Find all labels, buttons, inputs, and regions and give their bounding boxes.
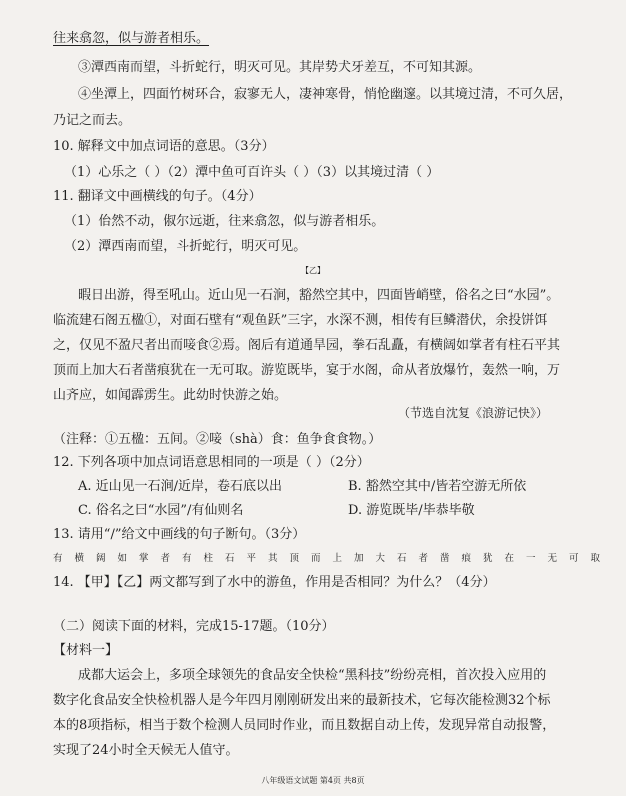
question-13-sentence: 有横阔如掌者有柱石平其顶而上加大石者凿痕犹在一无可取 xyxy=(53,553,613,564)
material-1-line: 数字化食品安全快检机器人是今年四月刚刚研发出来的最新技术，它每次能检测32个标 xyxy=(53,693,551,708)
yi-passage-line: 山齐应，如闻霹雳生。此幼时快游之始。 xyxy=(53,388,288,403)
yi-passage-title: 【乙】 xyxy=(301,266,325,275)
section-2-heading: （二）阅读下面的材料，完成15-17题。（10分） xyxy=(53,619,335,634)
yi-passage-line: 临流建石阁五楹①，对面石壁有“观鱼跃”三字，水深不测，相传有巨鳞潜伏，余投饼饵 xyxy=(53,313,548,328)
question-11-item-1: （1）佁然不动，俶尔远逝，往来翕忽，似与游者相乐。 xyxy=(64,214,385,229)
jia-passage-line: 往来翕忽，似与游者相乐。 xyxy=(53,31,210,46)
yi-passage-note: （注释：①五楹：五间。②唼（shà）食：鱼争食食物。） xyxy=(53,432,382,447)
question-11-stem: 11. 翻译文中画横线的句子。（4分） xyxy=(53,189,262,204)
question-10-stem: 10. 解释文中加点词语的意思。（3分） xyxy=(53,139,275,154)
question-12-option-d: D. 游览既毕/毕恭毕敬 xyxy=(348,503,475,518)
material-1-line: 实现了24小时全天候无人值守。 xyxy=(53,743,239,758)
page-footer: 八年级语文试题 第4页 共8页 xyxy=(261,776,365,785)
question-11-item-2: （2）潭西南而望，斗折蛇行，明灭可见。 xyxy=(64,239,307,254)
question-12-stem: 12. 下列各项中加点词语意思相同的一项是（ ）（2分） xyxy=(53,455,370,470)
question-12-option-a: A. 近山见一石涧/近岸，卷石底以出 xyxy=(78,479,283,494)
question-12-option-b: B. 豁然空其中/皆若空游无所依 xyxy=(348,479,527,494)
material-1-line: 成都大运会上，多项全球领先的食品安全快检“黑科技”纷纷亮相，首次投入应用的 xyxy=(78,668,547,683)
jia-paragraph-3: ③潭西南而望，斗折蛇行，明灭可见。其岸势犬牙差互，不可知其源。 xyxy=(78,60,482,75)
material-1-label: 【材料一】 xyxy=(53,643,119,658)
question-14-stem: 14. 【甲】【乙】两文都写到了水中的游鱼，作用是否相同？为什么？（4分） xyxy=(53,575,496,590)
question-12-option-c: C. 俗名之曰“水园”/有仙则名 xyxy=(78,503,244,518)
question-13-stem: 13. 请用“/”给文中画线的句子断句。（3分） xyxy=(53,527,306,542)
yi-passage-line: 之，仅见不盈尺者出而唼食②焉。阁后有道通旱园，拳石乱矗，有横阔如掌者有柱石平其 xyxy=(53,338,561,353)
yi-passage-line: 暇日出游，得至吼山。近山见一石涧，豁然空其中，四面皆峭壁，俗名之曰“水园”。 xyxy=(78,288,560,303)
jia-paragraph-4-line-1: ④坐潭上，四面竹树环合，寂寥无人，凄神寒骨，悄怆幽邃。以其境过清，不可久居， xyxy=(78,87,573,102)
yi-passage-source: （节选自沈复《浪游记快》） xyxy=(398,406,549,420)
material-1-line: 本的8项指标，相当于数个检测人员同时作业，而且数据自动上传，发现异常自动报警， xyxy=(53,718,556,733)
yi-passage-line: 顶而上加大石者凿痕犹在一无可取。游览既毕，宴于水阁，命从者放爆竹，轰然一响，万 xyxy=(53,363,561,378)
question-10-items: （1）心乐之（ ）（2）潭中鱼可百许头（ ）（3）以其境过清（ ） xyxy=(64,165,440,180)
jia-paragraph-4-line-2: 乃记之而去。 xyxy=(53,113,132,128)
